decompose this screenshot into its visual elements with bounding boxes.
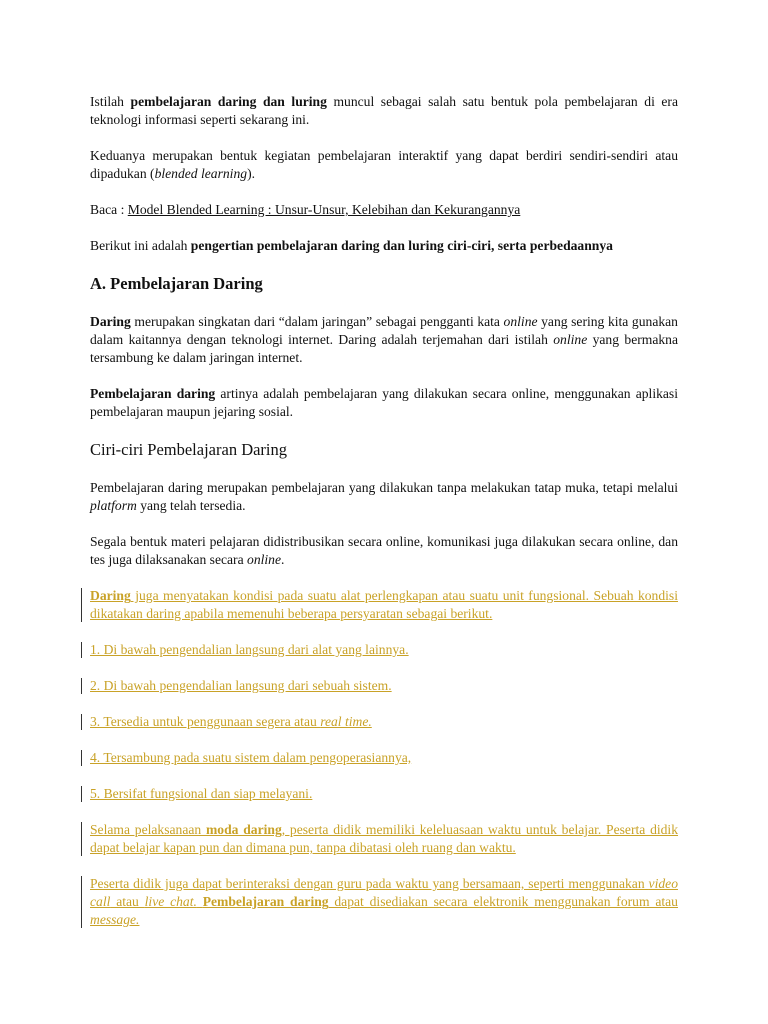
list-item: 1. Di bawah pengendalian langsung dari alat yang lainnya. (90, 641, 678, 659)
tracked-change-paragraph (90, 875, 678, 929)
italic-term: blended learning (154, 166, 248, 181)
daring-definition-paragraph (90, 313, 678, 367)
text: Pembelajaran daring merupakan pembelajaran yang dilakukan tanpa melakukan tatap muka, tetapi melalui (90, 480, 678, 495)
read-also-label: Baca : (90, 202, 128, 217)
following-paragraph (90, 237, 678, 255)
read-also-link[interactable]: Model Blended Learning : Unsur-Unsur, Kelebihan dan Kekurangannya (127, 202, 521, 217)
tracked-change-paragraph (90, 821, 678, 857)
italic-term: online (247, 552, 281, 567)
bold-term: Pembelajaran daring (202, 894, 329, 909)
text: merupakan singkatan dari “dalam jaringan” sebagai pengganti kata (130, 314, 504, 329)
bold-term: moda daring (205, 822, 282, 837)
text: dapat disediakan secara elektronik menggunakan forum atau (328, 894, 678, 909)
bold-term: pembelajaran daring dan luring (130, 94, 327, 109)
section-heading-ciri: Ciri-ciri Pembelajaran Daring (90, 440, 288, 459)
document-body (90, 93, 678, 947)
bold-term: Daring (90, 314, 131, 329)
text: muncul sebagai salah satu bentuk pola pembelajaran di era teknologi informasi seperti sekarang ini. (90, 94, 678, 127)
list-item: 4. Tersambung pada suatu sistem dalam pengoperasiannya, (90, 749, 678, 767)
text: ). (247, 166, 255, 181)
text: yang bermakna tersambung ke dalam jaringan internet. (90, 332, 678, 365)
italic-term: platform (90, 498, 137, 513)
ciri-paragraph-2 (90, 533, 678, 569)
text: 3. Tersedia untuk penggunaan segera atau (90, 714, 321, 729)
text: yang sering kita gunakan dalam kaitannya dengan teknologi internet. Daring adalah terjemahan dari istilah (90, 314, 678, 347)
list-item (90, 713, 678, 731)
text: juga menyatakan kondisi pada suatu alat perlengkapan atau suatu unit fungsional. Sebuah kondisi dikatakan daring apabila memenuhi beberapa persyaratan sebagai berikut. (90, 588, 678, 621)
text: , peserta didik memiliki keleluasaan waktu untuk belajar. Peserta didik dapat belajar kapan pun dan dimana pun, tanpa dibatasi oleh ruang dan waktu. (90, 822, 679, 855)
text: atau (110, 894, 145, 909)
text: . (281, 552, 285, 567)
italic-term: online (503, 314, 538, 329)
bold-term: pengertian pembelajaran daring dan luring ciri-ciri, serta perbedaannya (190, 238, 613, 253)
text: Berikut ini adalah (90, 238, 191, 253)
text: Istilah (90, 94, 131, 109)
pembelajaran-daring-paragraph (90, 385, 678, 421)
italic-term: real time. (320, 714, 372, 729)
text: Peserta didik juga dapat berinteraksi dengan guru pada waktu yang bersamaan, seperti menggunakan (90, 876, 649, 891)
text: Keduanya merupakan bentuk kegiatan pembelajaran interaktif yang dapat berdiri sendiri-sendiri atau dipadukan ( (90, 148, 678, 181)
read-also-line (90, 201, 678, 219)
italic-term: message. (90, 912, 140, 927)
bold-term: Daring (90, 588, 131, 603)
bold-term: Pembelajaran daring (90, 386, 216, 401)
ciri-paragraph-1 (90, 479, 678, 515)
italic-term: live chat. (144, 894, 197, 909)
text: Segala bentuk materi pelajaran didistribusikan secara online, komunikasi juga dilakukan secara online, dan tes juga dilaksanakan secara (90, 534, 678, 567)
italic-term: video call (90, 876, 678, 909)
text: artinya adalah pembelajaran yang dilakukan secara online, menggunakan aplikasi pembelajaran maupun jejaring sosial. (90, 386, 678, 419)
tracked-change-paragraph (90, 587, 678, 623)
text: yang telah tersedia. (136, 498, 246, 513)
text: Selama pelaksanaan (90, 822, 206, 837)
section-heading-daring: A. Pembelajaran Daring (90, 274, 263, 293)
intro-paragraph (90, 93, 678, 129)
blended-paragraph (90, 147, 678, 183)
list-item: 2. Di bawah pengendalian langsung dari sebuah sistem. (90, 677, 678, 695)
italic-term: online (553, 332, 588, 347)
list-item: 5. Bersifat fungsional dan siap melayani. (90, 785, 678, 803)
